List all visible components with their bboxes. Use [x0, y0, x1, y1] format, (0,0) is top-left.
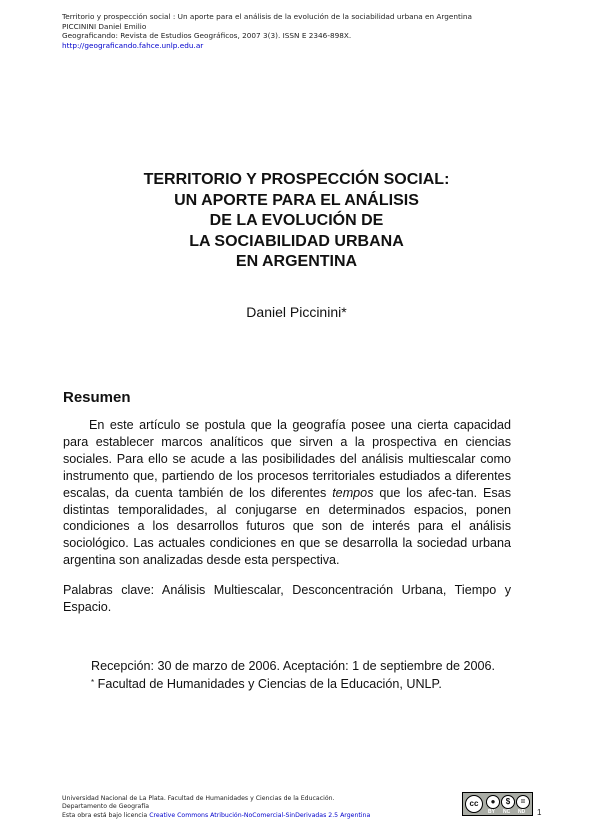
article-title	[0, 170, 593, 273]
reception-block	[91, 657, 495, 693]
page-number: 1	[537, 808, 542, 817]
reception-dates: Recepción: 30 de marzo de 2006. Aceptación: 1 de septiembre de 2006.	[91, 659, 495, 673]
keywords-label: Palabras clave:	[63, 583, 155, 597]
noncommercial-icon: $	[501, 795, 515, 809]
license-link[interactable]: Creative Commons Atribución-NoComercial-SinDerivadas 2.5 Argentina	[149, 811, 371, 819]
cc-license-badge[interactable]	[462, 792, 533, 816]
abstract-italic-term: tempos	[332, 485, 374, 500]
abstract-body	[63, 417, 511, 569]
keywords	[63, 582, 511, 616]
footer-university: Universidad Nacional de La Plata. Facultad de Humanidades y Ciencias de la Educación.	[62, 795, 335, 802]
author-name: Daniel Piccinini*	[246, 304, 347, 320]
header-article-title: Territorio y prospección social : Un aporte para el análisis de la evolución de la sociabilidad urbana en Argentina	[62, 12, 473, 21]
title-line: EN ARGENTINA	[235, 253, 358, 270]
affiliation	[91, 675, 495, 693]
keywords-text: Análisis Multiescalar, Desconcentración Urbana, Tiempo y Espacio.	[63, 583, 511, 614]
title-line: TERRITORIO Y PROSPECCIÓN SOCIAL:	[143, 171, 450, 188]
title-line: LA SOCIABILIDAD URBANA	[189, 232, 404, 250]
title-line: UN APORTE PARA EL ANÁLISIS	[174, 191, 419, 209]
footer-license-prefix: Esta obra está bajo licencia	[62, 811, 150, 819]
footer-department: Departamento de Geografía	[62, 803, 150, 811]
by-label: BY	[488, 809, 495, 815]
cc-icon: cc	[465, 795, 483, 813]
nd-label: ND	[518, 809, 526, 815]
abstract-text-part2: que los afec-tan. Esas distintas temporalidades, al conjugarse en determinados espacios, ponen condiciones a los desarrollos futuros que son de interés para el análisis sociológico. Las actuales condiciones en que se desarrolla la sociedad urbana argentina son analizadas desde esta perspectiva.	[63, 485, 512, 568]
noderivatives-icon: =	[516, 795, 530, 809]
running-header	[62, 12, 472, 50]
page-footer	[62, 795, 370, 820]
affiliation-marker: *	[91, 678, 95, 687]
header-author: PICCININI Daniel Emilio	[62, 21, 147, 31]
abstract-text-part1: En este artículo se postula que la geografía posee una cierta capacidad para establecer marcos analíticos que sirven a la prospectiva en ciencias sociales. Para ello se acude a las posibilidades del análisis multiescalar como instrumento que, partiendo de los procesos territoriales estudiados a diferentes escalas, da cuenta también de los diferentes	[63, 418, 511, 500]
header-link[interactable]: http://geograficando.fahce.unlp.edu.ar	[62, 40, 204, 50]
attribution-icon: ●	[486, 795, 500, 809]
header-journal: Geograficando: Revista de Estudios Geográficos, 2007 3(3). ISSN E 2346-898X.	[62, 31, 352, 40]
footer-license-line	[62, 812, 370, 820]
title-line: DE LA EVOLUCIÓN DE	[209, 212, 384, 229]
abstract-heading: Resumen	[63, 389, 131, 406]
affiliation-text: Facultad de Humanidades y Ciencias de la Educación, UNLP.	[94, 677, 442, 691]
nc-label: NC	[503, 809, 511, 815]
